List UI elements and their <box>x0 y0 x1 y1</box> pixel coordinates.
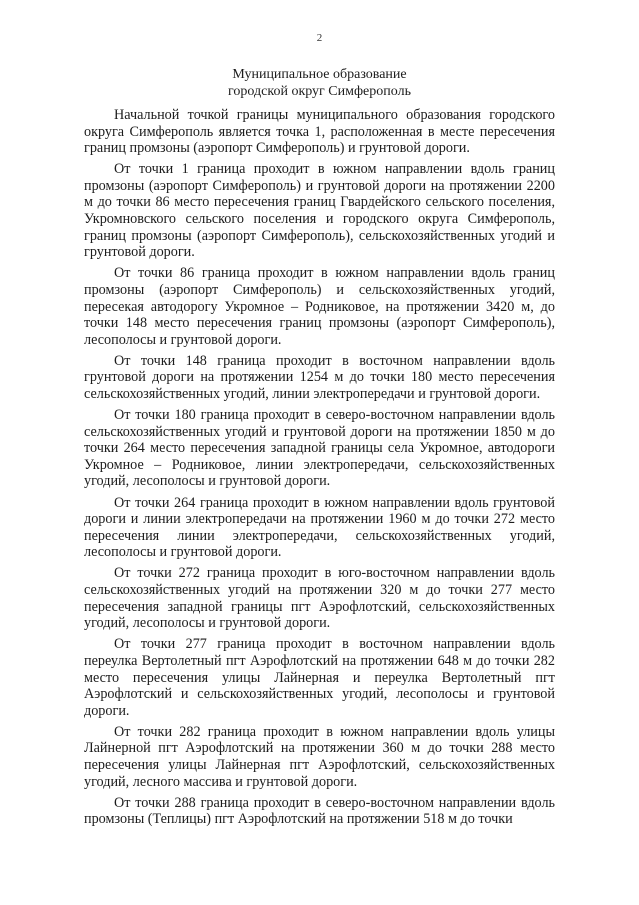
paragraph-1: Начальной точкой границы муниципального образования городского округа Симферополь является точка 1, расположенная в месте пересечения границ промзоны (аэропорт Симферополь) и грунтовой дороги. <box>84 107 555 157</box>
paragraph-2: От точки 1 граница проходит в южном направлении вдоль границ промзоны (аэропорт Симферополь) и грунтовой дороги на протяжении 2200 м до точки 86 место пересечения границ Гвардейского сельского поселения, Укромновского сельского поселения и городского округа Симферополь, границ промзоны (аэропорт Симферополь), сельскохозяйственных угодий и грунтовой дороги. <box>84 161 555 261</box>
paragraph-5: От точки 180 граница проходит в северо-восточном направлении вдоль сельскохозяйственных угодий и грунтовой дороги на протяжении 1850 м до точки 264 место пересечения западной границы села Укромное, автодороги Укромное – Родниковое, линии электропередачи, сельскохозяйственных угодий, лесополосы и грунтовой дороги. <box>84 407 555 490</box>
paragraph-9: От точки 282 граница проходит в южном направлении вдоль улицы Лайнерной пгт Аэрофлотский на протяжении 360 м до точки 288 место пересечения улицы Лайнерная пгт Аэрофлотский, сельскохозяйственных угодий, лесного массива и грунтовой дороги. <box>84 723 555 790</box>
title-line-2: городской округ Симферополь <box>228 84 411 99</box>
paragraph-3: От точки 86 граница проходит в южном направлении вдоль границ промзоны (аэропорт Симферополь) и сельскохозяйственных угодий, пересекая автодорогу Укромное – Родниковое, на протяжении 3420 м, до точки 148 место пересечения границ промзоны (аэропорт Симферополь), лесополосы и грунтовой дороги. <box>84 265 555 348</box>
paragraph-6: От точки 264 граница проходит в южном направлении вдоль грунтовой дороги и линии электропередачи на протяжении 1960 м до точки 272 место пересечения линии электропередачи, сельскохозяйственных угодий, лесополосы и грунтовой дороги. <box>84 494 555 561</box>
document-title <box>0 66 639 100</box>
document-body <box>84 107 555 832</box>
page-number: 2 <box>316 32 323 44</box>
title-line-1: Муниципальное образование <box>232 67 407 82</box>
paragraph-7: От точки 272 граница проходит в юго-восточном направлении вдоль сельскохозяйственных угодий на протяжении 320 м до точки 277 место пересечения западной границы пгт Аэрофлотский, сельскохозяйственных угодий, лесополосы и грунтовой дороги. <box>84 565 555 632</box>
paragraph-4: От точки 148 граница проходит в восточном направлении вдоль грунтовой дороги на протяжении 1254 м до точки 180 место пересечения сельскохозяйственных угодий, линии электропередачи и грунтовой дороги. <box>84 352 555 402</box>
paragraph-10: От точки 288 граница проходит в северо-восточном направлении вдоль промзоны (Теплицы) пгт Аэрофлотский на протяжении 518 м до точки <box>84 794 555 828</box>
paragraph-8: От точки 277 граница проходит в восточном направлении вдоль переулка Вертолетный пгт Аэрофлотский на протяжении 648 м до точки 282 место пересечения улицы Лайнерная и переулка Вертолетный пгт Аэрофлотский и сельскохозяйственных угодий, лесополосы и грунтовой дороги. <box>84 636 555 719</box>
